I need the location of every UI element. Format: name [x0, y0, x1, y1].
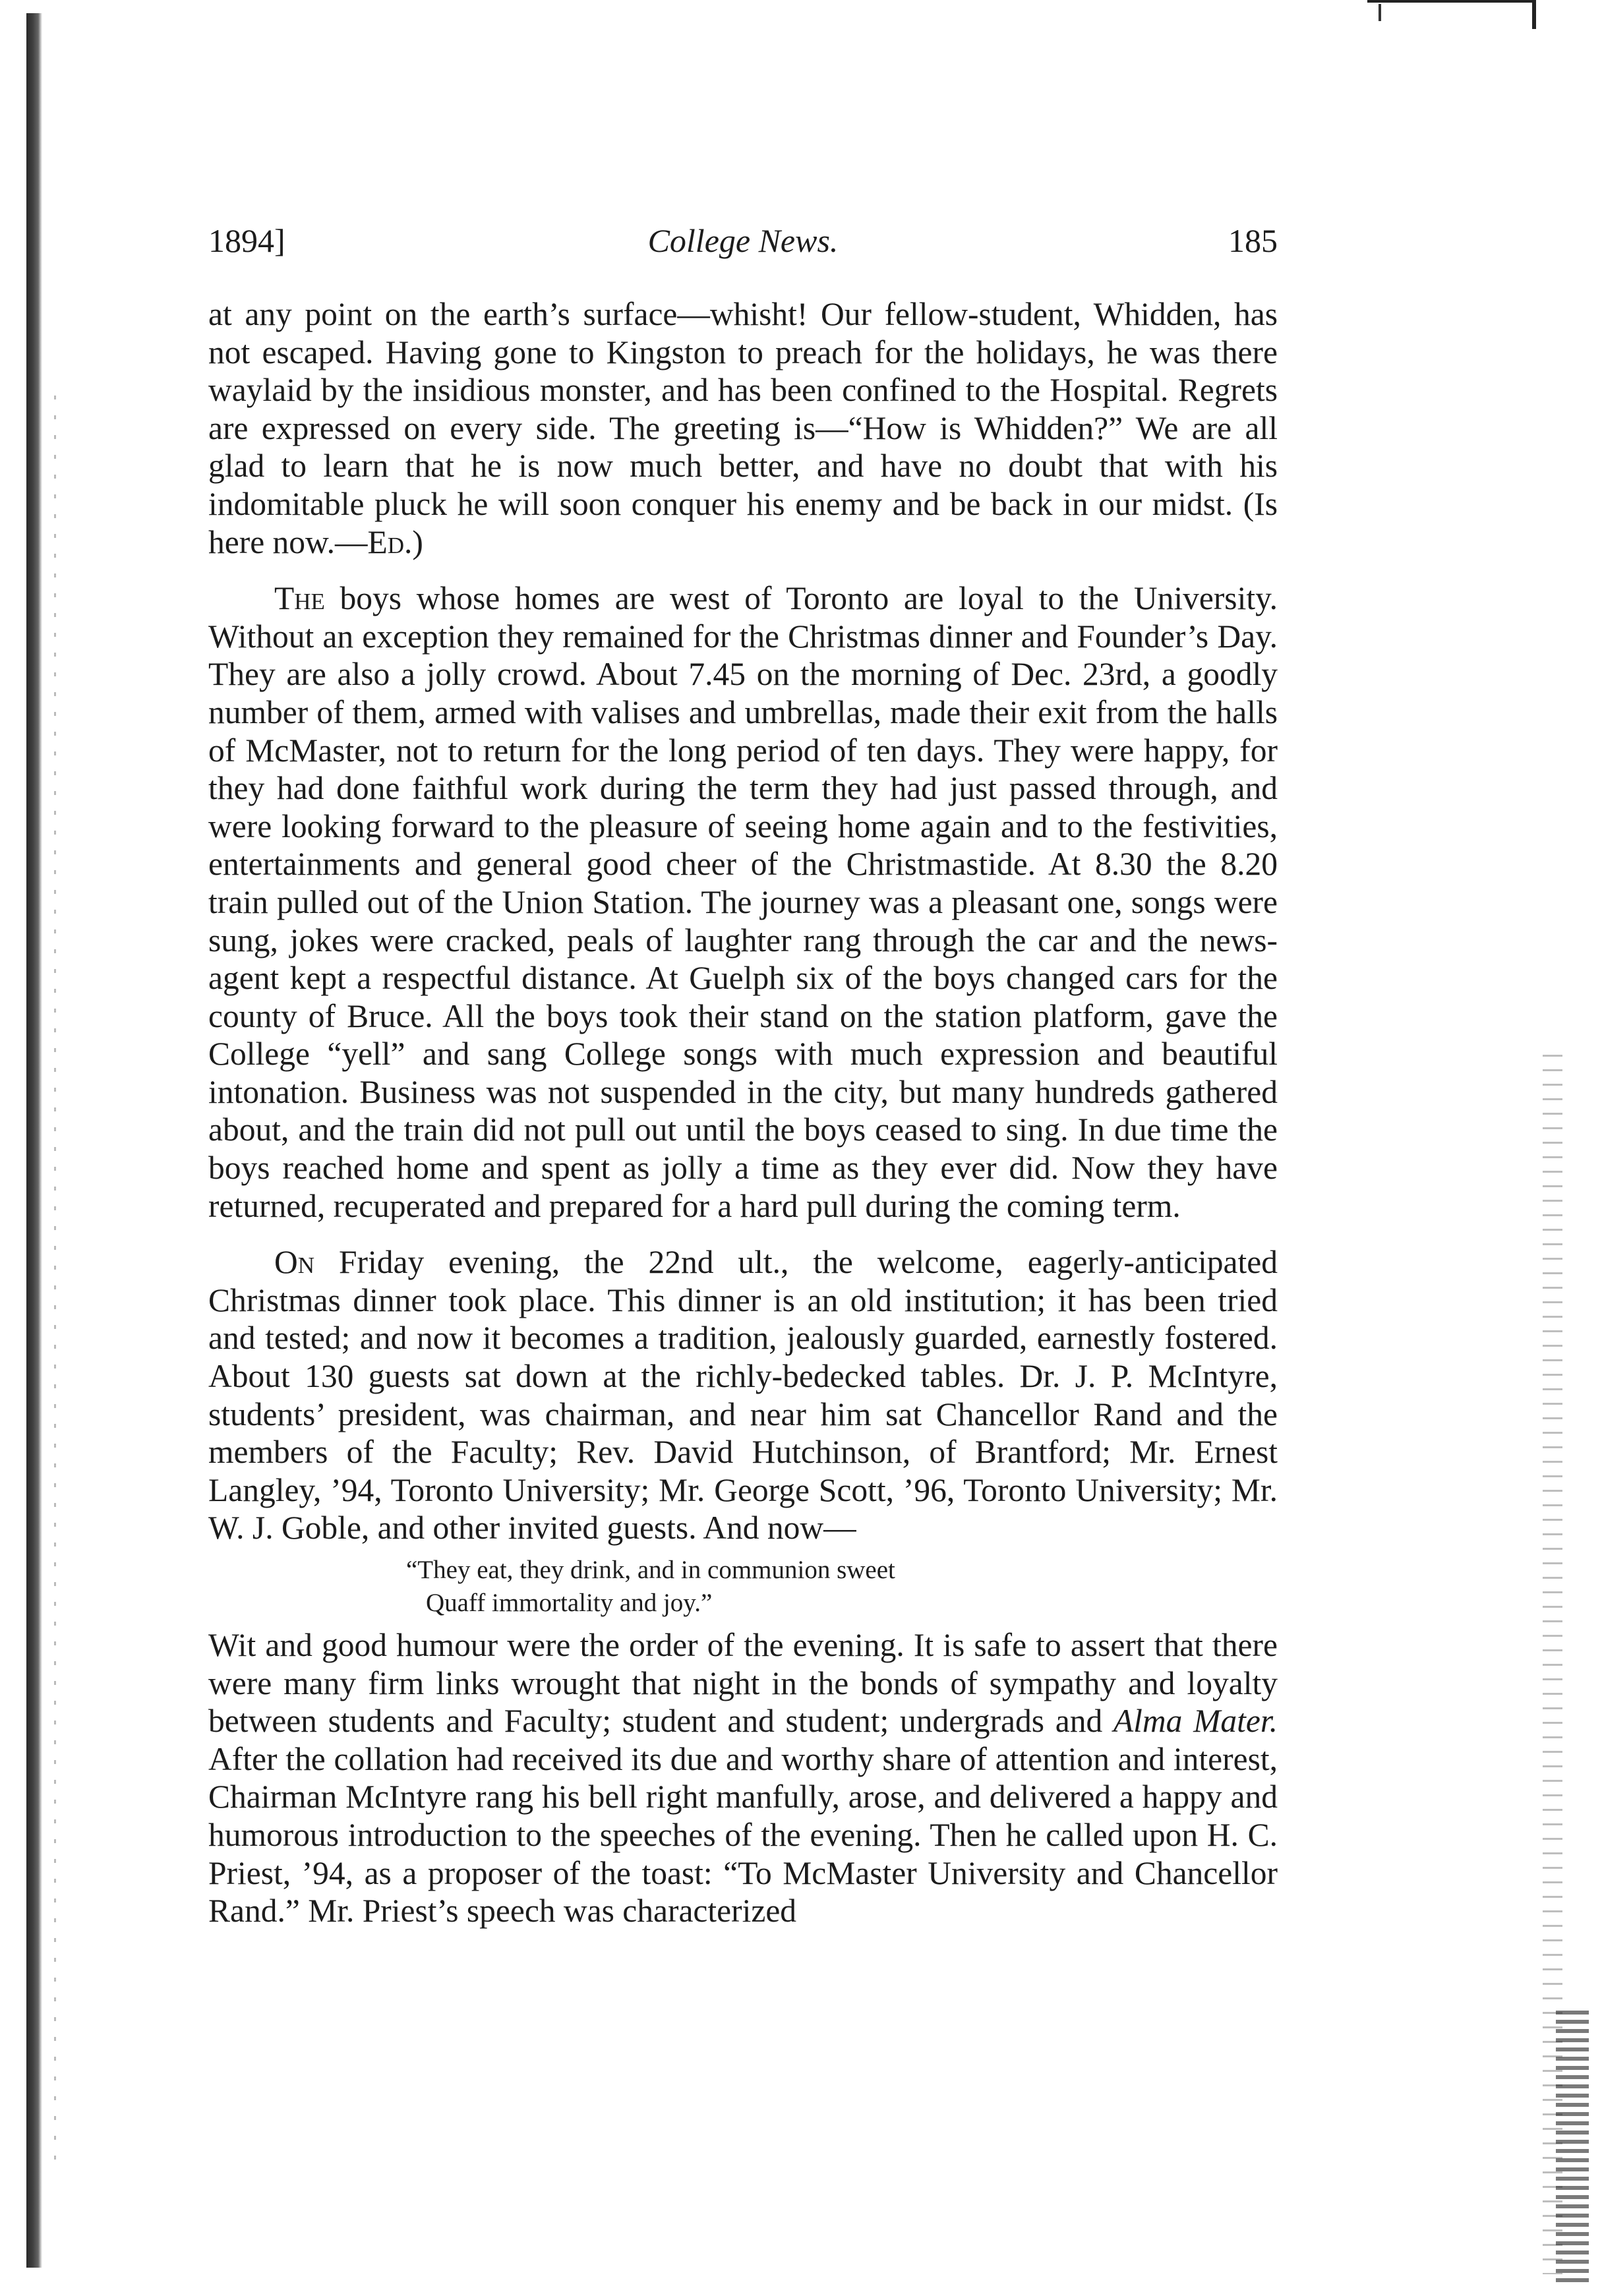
paragraph-text: Friday evening, the 22nd ult., the welcome, eagerly-anticipated Christmas dinner took place. This dinner is an old institution; it has been tried and tested; and now it becomes a tradition, jealously guarded, earnestly fostered. About 130 guests sat down at the richly-bedecked tables. Dr. J. P. McIntyre, students’ president, was chairman, and near him sat Chancellor Rand and the members of the Faculty; Rev. David Hutchinson, of Brantford; Mr. Ernest Langley, ’94, Toronto University; Mr. George Scott, ’96, Toronto University; Mr. W. J. Goble, and other invited guests. And now— [208, 1244, 1278, 1546]
binding-speckle [54, 396, 56, 2175]
paragraph-text-end: ) [412, 523, 423, 560]
lead-word: On [274, 1244, 315, 1281]
quote-line: “They eat, they drink, and in communion sweet [406, 1556, 895, 1584]
paragraph-text: at any point on the earth’s surface—whisht! Our fellow-student, Whidden, has not escaped. Having gone to Kingston to preach for the holidays, he was there waylaid by the insidious monster, and has been confined to the Hospital. Regrets are expressed on every side. The greeting is—“How is Whidden?” We are all glad to learn that he is now much better, and have no doubt that with his indomitable pluck he will soon conquer his enemy and be back in our midst. (Is here now.— [208, 296, 1278, 560]
running-header [208, 218, 1278, 264]
corner-scan-tick [1379, 4, 1381, 21]
paragraph-wit-humour [208, 1626, 1278, 1930]
alma-mater-italic: Alma Mater. [1113, 1703, 1278, 1740]
header-year: 1894] [208, 222, 285, 259]
corner-scan-mark [1367, 0, 1536, 29]
margin-speckle-dense [1556, 2011, 1589, 2287]
paragraph-gap [208, 561, 1278, 579]
verse-quotation [208, 1554, 1278, 1620]
lead-word: The [274, 580, 325, 617]
article-body [208, 295, 1278, 1930]
paragraph-whidden [208, 295, 1278, 561]
paragraph-text: boys whose homes are west of Toronto are loyal to the University. Without an exception they remained for the Christmas dinner and Founder’s Day. They are also a jolly crowd. About 7.45 on the morning of Dec. 23rd, a goodly number of them, armed with valises and umbrellas, made their exit from the halls of McMaster, not to return for the long period of ten days. They were happy, for they had done faithful work during the term they had just passed through, and were looking forward to the pleasure of seeing home again and to the festivities, entertainments and general good cheer of the Christmastide. At 8.30 the 8.20 train pulled out of the Union Station. The journey was a pleasant one, songs were sung, jokes were cracked, peals of laughter rang through the car and the news-agent kept a respectful distance. At Guelph six of the boys changed cars for the county of Bruce. All the boys took their stand on the station platform, gave the College “yell” and sang College songs with much expression and beautiful intonation. Business was not suspended in the city, but many hundreds gathered about, and the train did not pull out until the boys ceased to sing. In due time the boys reached home and spent as jolly a time as they ever did. Now they have returned, recuperated and prepared for a hard pull during the coming term. [208, 580, 1278, 1224]
header-title: College News. [647, 222, 839, 259]
paragraph-text: Wit and good humour were the order of the evening. It is safe to assert that there were many firm links wrought that night in the bonds of sympathy and loyalty between students and Faculty; student and student; undergrads and [208, 1627, 1278, 1740]
page-number: 185 [1228, 222, 1278, 259]
binding-shadow [26, 13, 42, 2268]
paragraph-boys-west [208, 579, 1278, 1225]
paragraph-text: After the collation had received its due and worthy share of attention and interest, Chairman McIntyre rang his bell right manfully, arose, and delivered a happy and humorous introduction to the speeches of the evening. Then he called upon H. C. Priest, ’94, as a proposer of the toast: “To McMaster University and Chancellor Rand.” Mr. Priest’s speech was characterized [208, 1740, 1278, 1929]
paragraph-gap [208, 1225, 1278, 1243]
editor-mark: Ed. [367, 523, 413, 560]
paragraph-christmas-dinner [208, 1243, 1278, 1547]
quote-line: Quaff immortality and joy.” [426, 1589, 713, 1617]
